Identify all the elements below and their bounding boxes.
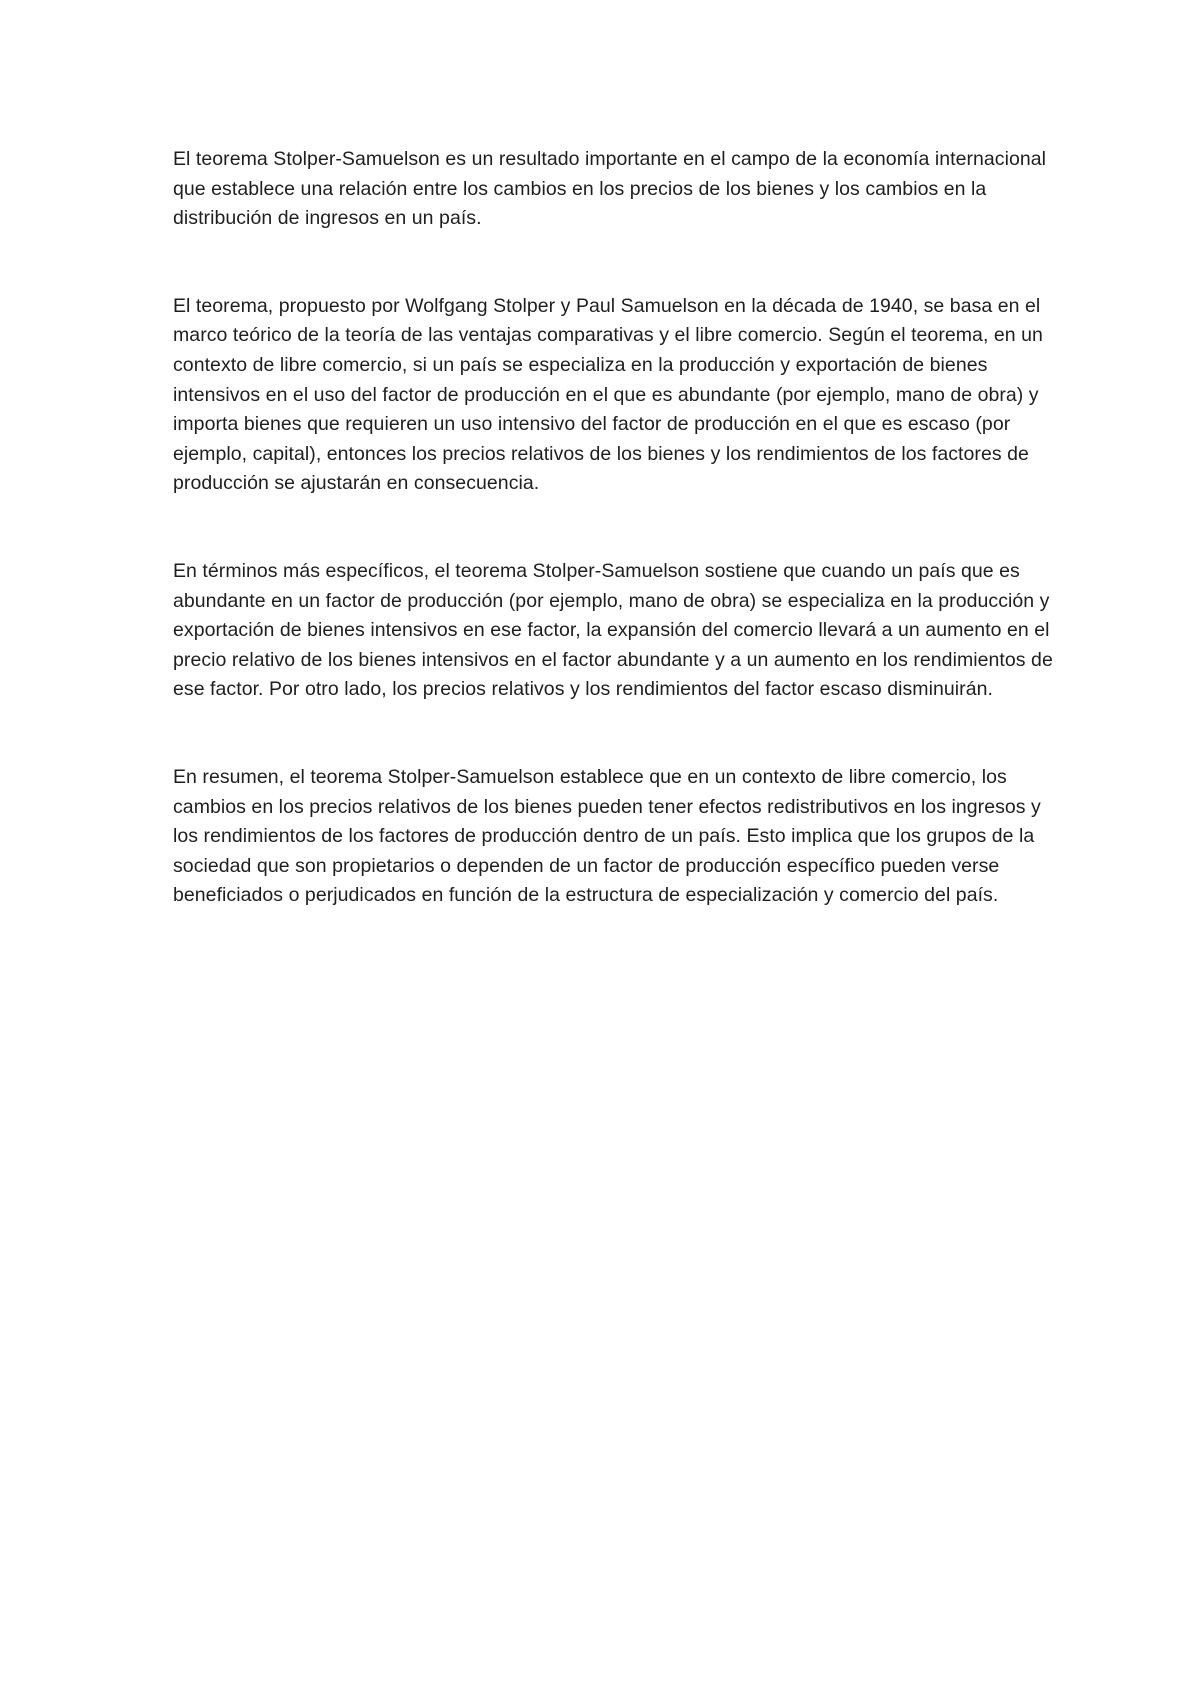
document-body (173, 145, 1053, 911)
paragraph-intro: El teorema Stolper-Samuelson es un resultado importante en el campo de la economía internacional que establece una relación entre los cambios en los precios de los bienes y los cambios en la distribución de ingresos en un país. (173, 148, 1047, 230)
paragraph-specifics: En términos más específicos, el teorema Stolper-Samuelson sostiene que cuando un país que es abundante en un factor de producción (por ejemplo, mano de obra) se especializa en la producción y exportación de bienes intensivos en ese factor, la expansión del comercio llevará a un aumento en el precio relativo de los bienes intensivos en el factor abundante y a un aumento en los rendimientos de ese factor. Por otro lado, los precios relativos y los rendimientos del factor escaso disminuirán. (173, 559, 1053, 701)
paragraph-summary: En resumen, el teorema Stolper-Samuelson establece que en un contexto de libre comercio, los cambios en los precios relativos de los bienes pueden tener efectos redistributivos en los ingresos y los rendimientos de los factores de producción dentro de un país. Esto implica que los grupos de la sociedad que son propietarios o dependen de un factor de producción específico pueden verse beneficiados o perjudicados en función de la estructura de especialización y comercio del país. (173, 765, 1041, 907)
paragraph-origin: El teorema, propuesto por Wolfgang Stolper y Paul Samuelson en la década de 1940, se basa en el marco teórico de la teoría de las ventajas comparativas y el libre comercio. Según el teorema, en un contexto de libre comercio, si un país se especializa en la producción y exportación de bienes intensivos en el uso del factor de producción en el que es abundante (por ejemplo, mano de obra) y importa bienes que requieren un uso intensivo del factor de producción en el que es escaso (por ejemplo, capital), entonces los precios relativos de los bienes y los rendimientos de los factores de producción se ajustarán en consecuencia. (173, 294, 1043, 495)
